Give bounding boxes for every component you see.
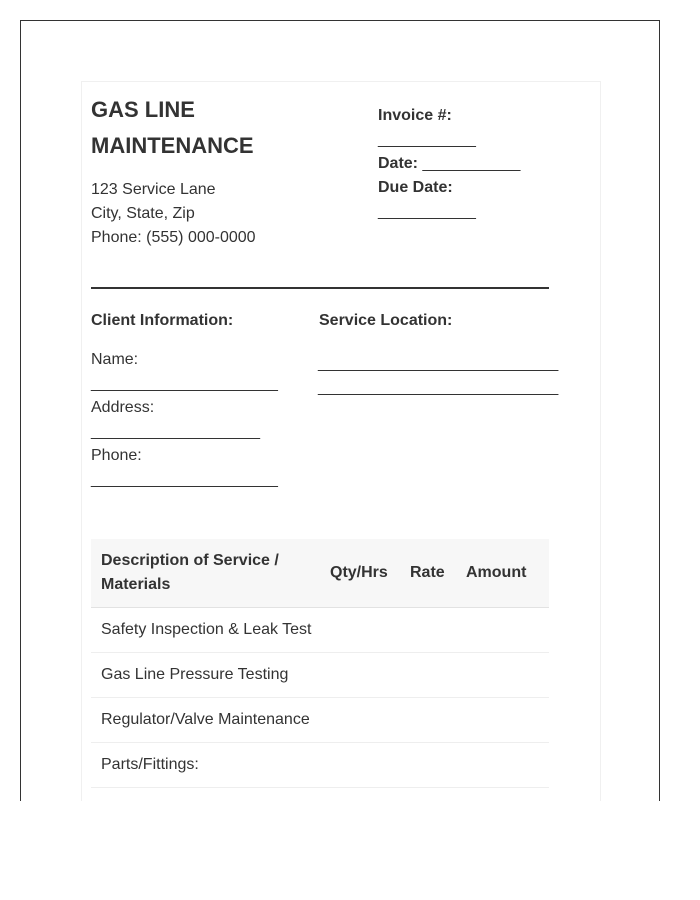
row-rate	[406, 653, 462, 698]
address-line-2: City, State, Zip	[91, 205, 195, 222]
row-description: Safety Inspection & Leak Test	[91, 608, 326, 653]
row-amount	[462, 653, 549, 698]
row-description: Gas Line Pressure Testing	[91, 653, 326, 698]
header-divider	[91, 287, 549, 289]
header-rate: Rate	[406, 539, 462, 608]
row-qty	[326, 608, 406, 653]
due-date-label: Due Date:	[378, 179, 453, 196]
company-phone: Phone: (555) 000-0000	[91, 229, 256, 246]
table-row	[91, 608, 549, 653]
row-rate	[406, 698, 462, 743]
table-row	[91, 743, 549, 788]
client-phone-field: _____________________	[91, 471, 278, 488]
services-table	[91, 539, 549, 788]
date-field: ___________	[422, 155, 521, 172]
header-qty: Qty/Hrs	[326, 539, 406, 608]
row-description: Parts/Fittings:	[91, 743, 326, 788]
client-name-label: Name:	[91, 351, 139, 368]
client-phone-label: Phone:	[91, 447, 142, 464]
row-amount	[462, 608, 549, 653]
location-line-1: ___________________________	[318, 355, 559, 372]
row-qty	[326, 743, 406, 788]
client-fields	[91, 348, 278, 492]
company-address	[91, 178, 256, 250]
row-amount	[462, 743, 549, 788]
service-location-fields	[318, 352, 558, 400]
invoice-number-label: Invoice #:	[378, 107, 452, 124]
row-qty	[326, 653, 406, 698]
client-info-title: Client Information:	[91, 312, 234, 329]
client-address-label: Address:	[91, 399, 155, 416]
client-address-field: ___________________	[91, 423, 261, 440]
table-row	[91, 698, 549, 743]
company-name: GAS LINE MAINTENANCE	[91, 97, 254, 158]
invoice-number-field: ___________	[378, 131, 476, 148]
location-line-2: ___________________________	[318, 379, 559, 396]
page-bottom-margin	[0, 801, 700, 900]
address-line-1: 123 Service Lane	[91, 181, 216, 198]
header-amount: Amount	[462, 539, 549, 608]
row-rate	[406, 608, 462, 653]
client-name-field: _____________________	[91, 375, 278, 392]
table-header-row	[91, 539, 549, 608]
due-date-field: ___________	[378, 203, 476, 220]
header-description: Description of Service / Materials	[91, 539, 326, 608]
row-amount	[462, 698, 549, 743]
row-description: Regulator/Valve Maintenance	[91, 698, 326, 743]
row-qty	[326, 698, 406, 743]
table-row	[91, 653, 549, 698]
date-label: Date:	[378, 155, 419, 172]
invoice-meta	[378, 104, 548, 224]
row-rate	[406, 743, 462, 788]
service-location-title: Service Location:	[319, 312, 453, 329]
